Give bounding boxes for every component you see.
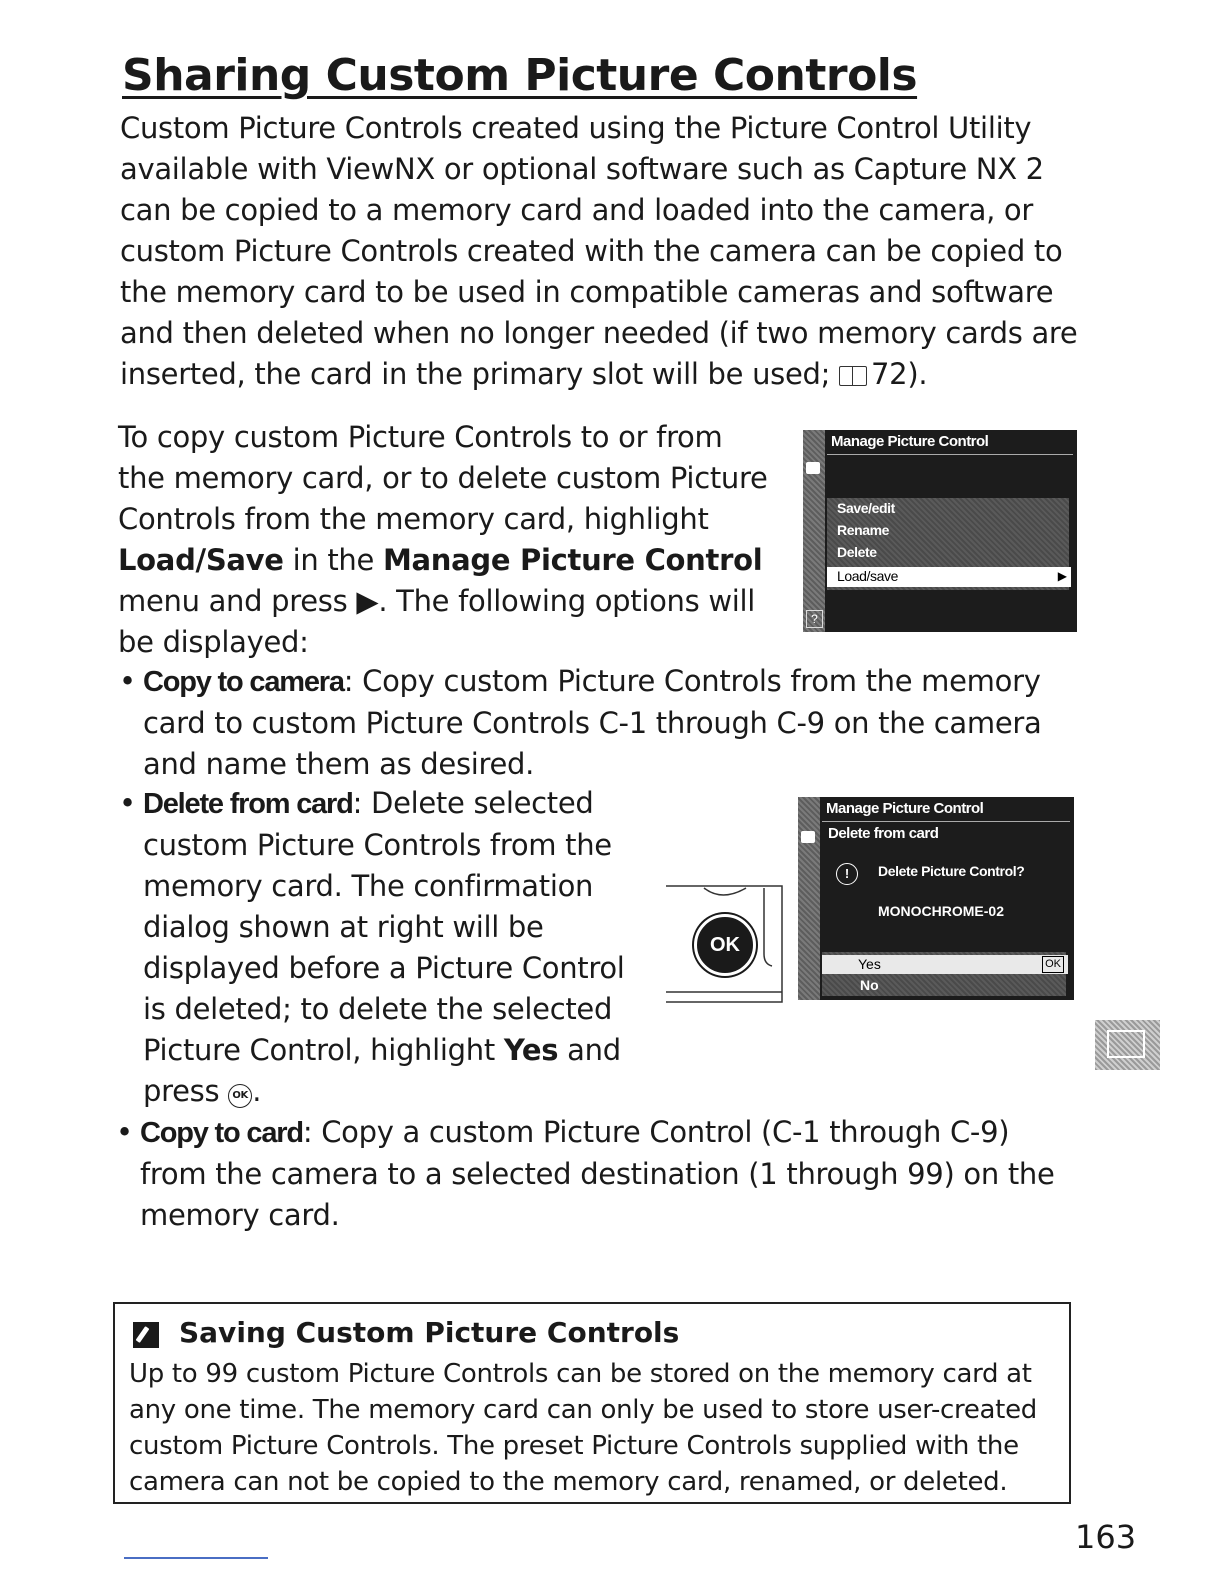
load-save-term: Load/Save [118, 543, 284, 577]
yes-term: Yes [503, 1033, 559, 1067]
submenu-arrow-icon: ▶ [1057, 569, 1067, 583]
manage-picture-control-screen [803, 430, 1077, 632]
note-box [113, 1302, 1071, 1504]
menu-sidebar [803, 430, 825, 632]
menu-item-load-save[interactable] [827, 567, 1071, 587]
menu-item-rename[interactable]: Rename [837, 522, 890, 538]
picture-control-name: MONOCHROME-02 [878, 903, 1005, 919]
ok-button: OK [694, 914, 756, 976]
help-icon: ? [806, 610, 823, 628]
menu-icon [1107, 1030, 1145, 1058]
delete-from-card-term: Delete from card [143, 788, 353, 820]
bullet-copy-to-card: • Copy to card: Copy a custom Picture Control (C-1 through C-9) from the camera to a selected destination (1 through 99) on the memory card. [116, 1115, 1055, 1232]
menu-item-delete[interactable]: Delete [837, 544, 877, 560]
menu-item-save-edit[interactable]: Save/edit [837, 500, 895, 516]
page-number: 163 [1075, 1518, 1137, 1556]
delete-question: Delete Picture Control? [878, 863, 1025, 879]
right-arrow-icon: ▶ [356, 584, 379, 618]
para2-text-3: menu and press [118, 584, 348, 618]
warning-icon: ! [836, 863, 858, 885]
para2-text-4: . The following options will be displayed: [118, 584, 756, 659]
delete-from-card-end: . [252, 1074, 262, 1108]
intro-paragraph [120, 108, 1080, 395]
menu-sidebar-2 [798, 797, 820, 1000]
book-icon [839, 366, 867, 386]
header-divider [827, 454, 1073, 455]
delete-confirmation-screen [798, 797, 1074, 1000]
copy-to-card-term: Copy to card [140, 1117, 303, 1149]
intro-text: Custom Picture Controls created using the Picture Control Utility available with ViewNX or optional software such as Capture NX 2 can be copied to a memory card and loaded into the camera, or custom Picture Controls created with the camera can be copied to the memory card to be used in compatible cameras and software and then deleted when no longer needed (if two memory cards are inserted, the card in the primary slot will be used; [120, 111, 1078, 391]
yes-label: Yes [858, 956, 881, 972]
delete-from-card-text: : Delete selected custom Picture Controls from the memory card. The confirmation dialog shown at right will be displayed before a Picture Control is deleted; to delete the selected Picture Control, highlight [143, 786, 625, 1067]
page-title: Sharing Custom Picture Controls [122, 50, 918, 101]
copy-to-camera-text: : Copy custom Picture Controls from the memory card to custom Picture Controls C-1 through C-9 on the camera and name them as desired. [143, 664, 1042, 781]
yes-option[interactable] [822, 955, 1068, 974]
section-tab-icon [1095, 1020, 1160, 1070]
load-save-label: Load/save [837, 568, 899, 584]
camera-icon-2 [801, 831, 815, 843]
screen2-subheader: Delete from card [828, 825, 939, 842]
ok-button-illustration [664, 884, 784, 1004]
bullet-delete-from-card: • Delete from card: Delete selected custom Picture Controls from the memory card. The confirmation dialog shown at right will be displayed before a Picture Control is deleted; to delete the selected Picture Control, highlight Yes and press OK . [119, 786, 625, 1108]
screen2-header: Manage Picture Control [826, 800, 984, 817]
manage-picture-control-term: Manage Picture Control [382, 543, 763, 577]
footer-rule [124, 1557, 268, 1559]
ok-button-icon: OK [228, 1084, 252, 1108]
note-title: Saving Custom Picture Controls [179, 1316, 680, 1349]
no-option[interactable]: No [860, 977, 879, 993]
note-body: Up to 99 custom Picture Controls can be stored on the memory card at any one time. The memory card can only be used to store user-created custom Picture Controls. The preset Picture Controls supplied with the camera can not be copied to the memory card, renamed, or deleted. [129, 1359, 1037, 1497]
bullet-copy-to-camera: • Copy to camera: Copy custom Picture Controls from the memory card to custom Picture Controls C-1 through C-9 on the camera and name them as desired. [119, 664, 1042, 781]
intro-ref-page: 72 [871, 357, 908, 391]
intro-text-end: ). [907, 357, 928, 391]
copy-to-camera-term: Copy to camera [143, 666, 344, 698]
ok-badge-icon: OK [1042, 956, 1064, 973]
para2-text-2: in the [292, 543, 375, 577]
header-divider-2 [822, 821, 1070, 822]
para2-text-1: To copy custom Picture Controls to or from the memory card, or to delete custom Picture Controls from the memory card, highlight [118, 420, 768, 536]
camera-icon [806, 462, 820, 474]
pencil-icon [133, 1322, 159, 1348]
copy-to-card-text: : Copy a custom Picture Control (C-1 through C-9) from the camera to a selected destination (1 through 99) on the memory card. [140, 1115, 1055, 1232]
instructions-paragraph [118, 417, 778, 663]
screen1-header: Manage Picture Control [831, 433, 989, 450]
delete-from-card-text-2: and press [143, 1033, 621, 1108]
